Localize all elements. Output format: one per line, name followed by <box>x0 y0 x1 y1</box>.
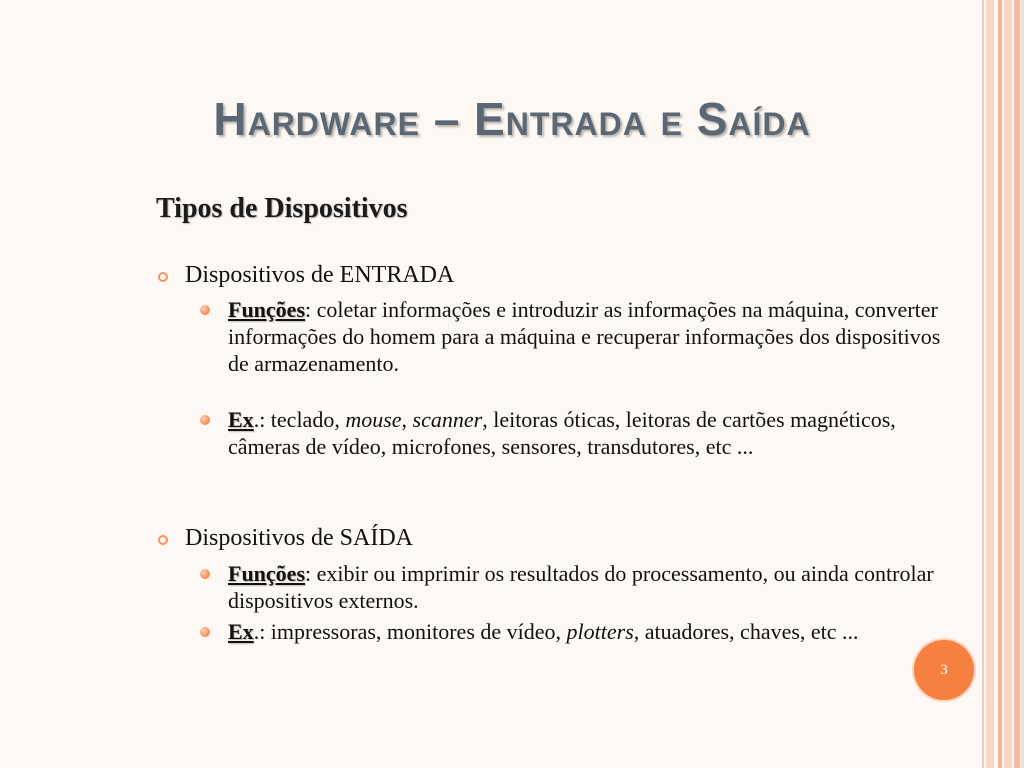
dot-bullet-icon <box>200 415 210 425</box>
section-heading-text: Dispositivos de SAÍDA <box>185 525 414 551</box>
slide-subtitle: Tipos de Dispositivos <box>156 193 408 224</box>
examples-label: Ex <box>228 619 254 644</box>
examples-sep: .: teclado, <box>253 407 346 432</box>
dot-bullet-icon <box>200 569 210 579</box>
section-heading-text: Dispositivos de ENTRADA <box>185 262 455 288</box>
bullet-output-functions <box>198 560 950 614</box>
examples-italic-scanner: scanner <box>412 407 483 432</box>
bullet-output-examples <box>198 618 950 645</box>
ring-bullet-icon <box>158 535 168 545</box>
functions-label: Funções <box>228 561 305 586</box>
section-heading-input <box>158 262 454 289</box>
bullet-input-functions <box>198 296 950 377</box>
dot-bullet-icon <box>200 305 210 315</box>
functions-text: : coletar informações e introduzir as informações na máquina, converter informações do homem para a máquina e recuperar informações dos dispositivos de armazenamento. <box>228 297 941 376</box>
bullet-input-examples <box>198 406 950 460</box>
functions-label: Funções <box>228 297 305 322</box>
examples-mid: , <box>401 407 413 432</box>
examples-label: Ex <box>228 407 254 432</box>
examples-italic-plotters: plotters <box>566 619 634 644</box>
dot-bullet-icon <box>200 627 210 637</box>
examples-rest: , atuadores, chaves, etc ... <box>633 619 859 644</box>
examples-sep: .: impressoras, monitores de vídeo, <box>253 619 567 644</box>
examples-italic-mouse: mouse <box>345 407 402 432</box>
section-heading-output <box>158 525 413 552</box>
examples-rest: , leitoras óticas, leitoras de cartões magnéticos, câmeras de vídeo, microfones, sensores, transdutores, etc ... <box>228 407 896 459</box>
functions-text: : exibir ou imprimir os resultados do processamento, ou ainda controlar dispositivos externos. <box>228 561 934 613</box>
ring-bullet-icon <box>158 272 168 282</box>
slide-title: Hardware – Entrada e Saída <box>213 93 811 145</box>
page-number-badge: 3 <box>914 640 974 700</box>
